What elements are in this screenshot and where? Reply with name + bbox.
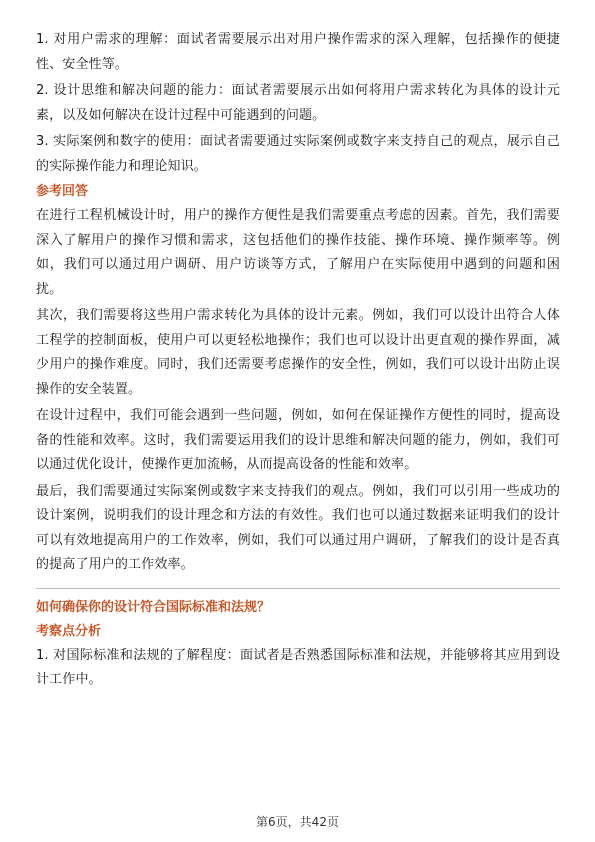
reference-answer-heading: 参考回答 <box>36 184 89 199</box>
reference-paragraph-2: 其次，我们需要将这些用户需求转化为具体的设计元素。例如，我们可以设计出符合人体工程学的控制面板，使用户可以更轻松地操作；我们也可以设计出更直观的操作界面，减少用户的操作难度。同时，我们还需要考虑操作的安全性，例如，我们可以设计出防止误操作的安全装置。 <box>36 308 560 397</box>
section-divider <box>36 588 560 589</box>
analysis-heading: 考察点分析 <box>36 623 102 639</box>
next-question-title: 如何确保你的设计符合国际标准和法规？ <box>36 599 271 615</box>
reference-paragraph-3: 在设计过程中，我们可能会遇到一些问题，例如，如何在保证操作方便性的同时，提高设备的性能和效率。这时，我们需要运用我们的设计思维和解决问题的能力，例如，我们可以通过优化设计，使操作更加流畅，从而提高设备的性能和效率。 <box>36 408 560 472</box>
page-content <box>36 28 560 695</box>
intro-point-3: 3. 实际案例和数字的使用：面试者需要通过实际案例或数字来支持自己的观点，展示自己的实际操作能力和理论知识。 <box>36 134 560 174</box>
reference-paragraph-4: 最后，我们需要通过实际案例或数字来支持我们的观点。例如，我们可以引用一些成功的设计案例，说明我们的设计理念和方法的有效性。我们也可以通过数据来证明我们的设计可以有效地提高用户的工作效率，例如，我们可以通过用户调研，了解我们的设计是否真的提高了用户的工作效率。 <box>36 483 560 572</box>
analysis-point-1: 1. 对国际标准和法规的了解程度：面试者是否熟悉国际标准和法规，并能够将其应用到设计工作中。 <box>36 647 560 687</box>
intro-point-2: 2. 设计思维和解决问题的能力：面试者需要展示出如何将用户需求转化为具体的设计元素，以及如何解决在设计过程中可能遇到的问题。 <box>36 83 560 123</box>
reference-paragraph-1: 在进行工程机械设计时，用户的操作方便性是我们需要重点考虑的因素。首先，我们需要深入了解用户的操作习惯和需求，这包括他们的操作技能、操作环境、操作频率等。例如，我们可以通过用户调研、用户访谈等方式，了解用户在实际使用中遇到的问题和困扰。 <box>36 208 560 297</box>
intro-point-1: 1. 对用户需求的理解：面试者需要展示出对用户操作需求的深入理解，包括操作的便捷性、安全性等。 <box>36 32 560 72</box>
page-footer: 第6页，共42页 <box>256 815 339 829</box>
